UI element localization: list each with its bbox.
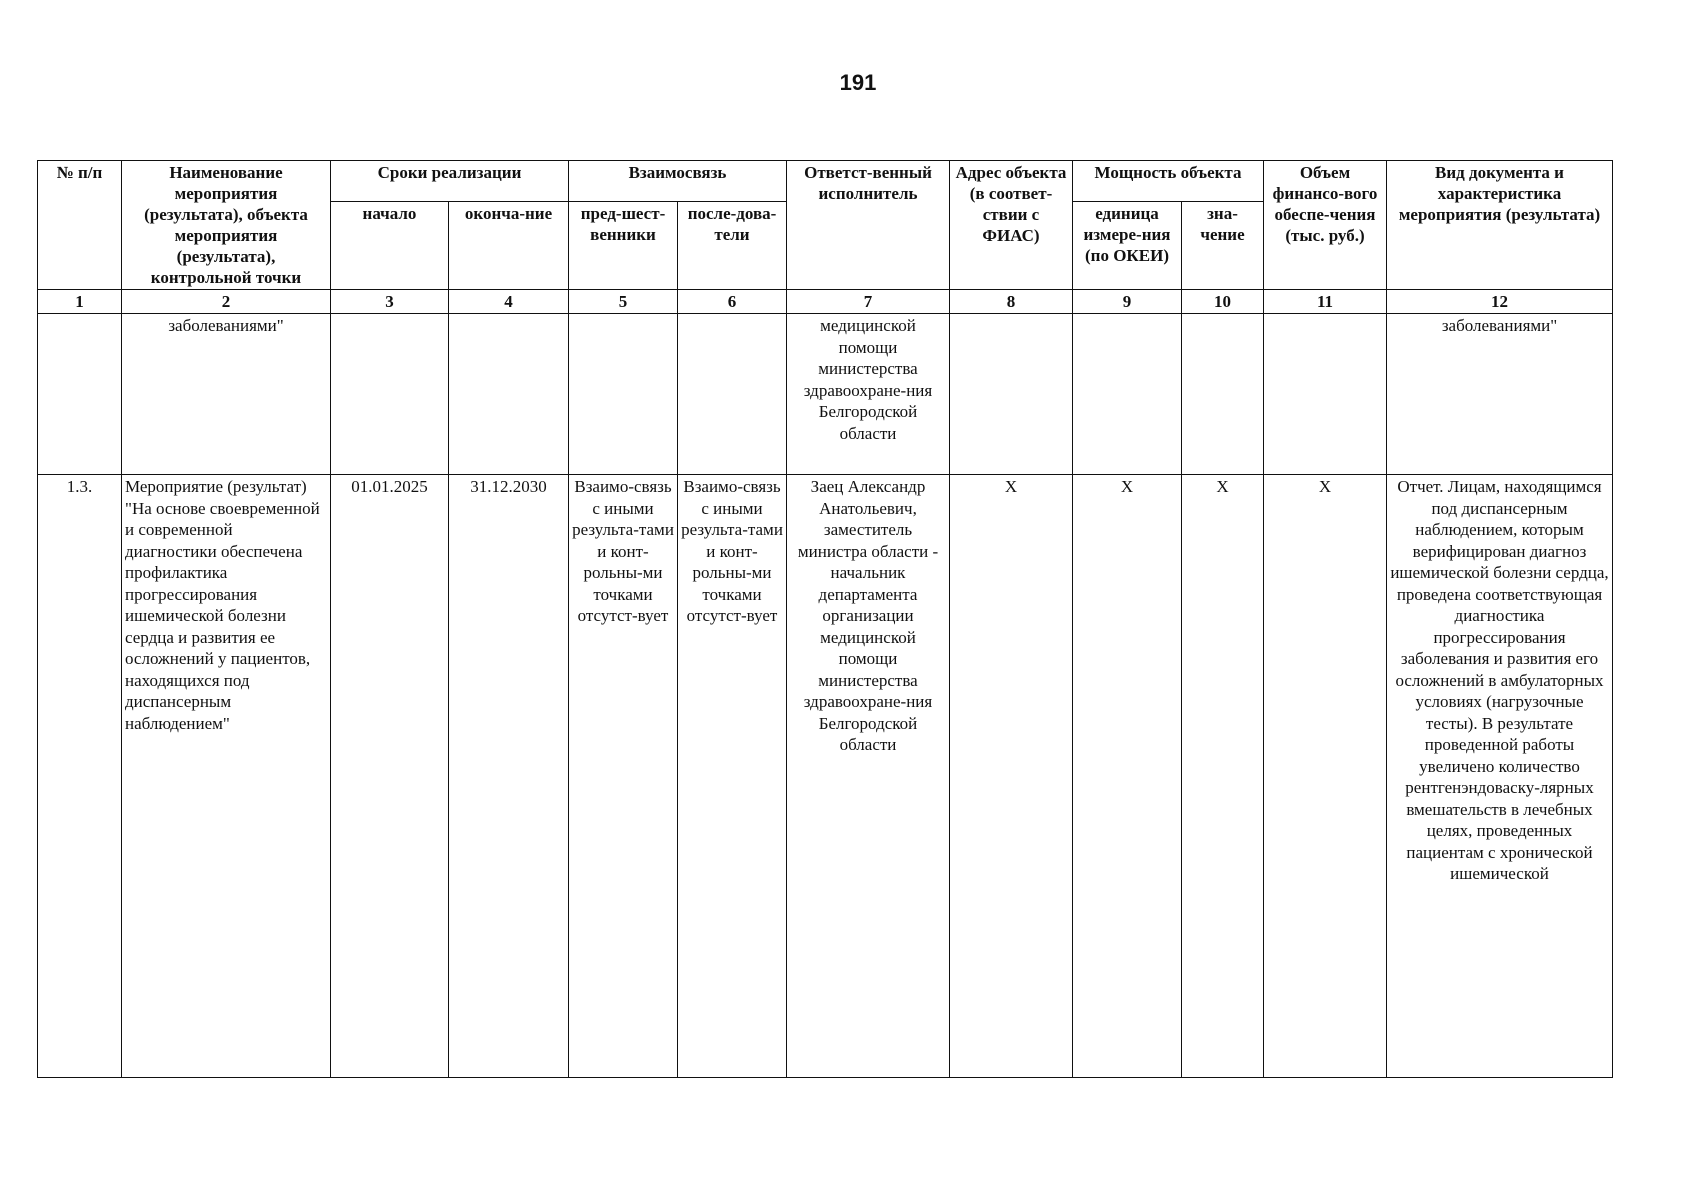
- header-volume: Объем финансо-вого обеспе-чения (тыс. руб.): [1264, 161, 1387, 290]
- column-number: 12: [1387, 290, 1613, 314]
- header-row-top: [38, 161, 1613, 202]
- column-number: 7: [787, 290, 950, 314]
- cell-successors: Взаимо-связь с иными результа-тами и конт-рольны-ми точками отсутст-вует: [678, 475, 787, 1078]
- header-responsible: Ответст-венный исполнитель: [787, 161, 950, 290]
- cell-volume: [1264, 314, 1387, 475]
- cell-address: [950, 314, 1073, 475]
- cell-end: 31.12.2030: [449, 475, 569, 1078]
- column-number: 9: [1073, 290, 1182, 314]
- cell-start: [331, 314, 449, 475]
- cell-document: заболеваниями": [1387, 314, 1613, 475]
- cell-end: [449, 314, 569, 475]
- header-link: Взаимосвязь: [569, 161, 787, 202]
- header-document: Вид документа и характеристика мероприятия (результата): [1387, 161, 1613, 290]
- header-predecessors: пред-шест-венники: [569, 202, 678, 290]
- cell-number: [38, 314, 122, 475]
- column-number: 1: [38, 290, 122, 314]
- column-number: 3: [331, 290, 449, 314]
- activities-table: [37, 160, 1613, 1078]
- header-terms: Сроки реализации: [331, 161, 569, 202]
- cell-responsible: Заец Александр Анатольевич, заместитель министра области - начальник департамента организации медицинской помощи министерства здравоохране-ния Белгородской области: [787, 475, 950, 1078]
- cell-number: 1.3.: [38, 475, 122, 1078]
- cell-address: X: [950, 475, 1073, 1078]
- header-value: зна-чение: [1182, 202, 1264, 290]
- header-unit: единица измере-ния (по ОКЕИ): [1073, 202, 1182, 290]
- cell-unit: X: [1073, 475, 1182, 1078]
- cell-value: X: [1182, 475, 1264, 1078]
- cell-name: заболеваниями": [122, 314, 331, 475]
- column-number: 11: [1264, 290, 1387, 314]
- page-number: 191: [839, 70, 877, 95]
- column-number: 4: [449, 290, 569, 314]
- cell-start: 01.01.2025: [331, 475, 449, 1078]
- column-number-row: [38, 290, 1613, 314]
- header-power: Мощность объекта: [1073, 161, 1264, 202]
- header-number: № п/п: [38, 161, 122, 290]
- column-number: 8: [950, 290, 1073, 314]
- cell-value: [1182, 314, 1264, 475]
- table-row: [38, 475, 1613, 1078]
- column-number: 10: [1182, 290, 1264, 314]
- cell-unit: [1073, 314, 1182, 475]
- cell-predecessors: Взаимо-связь с иными результа-тами и конт-рольны-ми точками отсутст-вует: [569, 475, 678, 1078]
- header-start: начало: [331, 202, 449, 290]
- cell-name: Мероприятие (результат) "На основе своевременной и современной диагностики обеспечена профилактика прогрессирования ишемической болезни сердца и развития ее осложнений у пациентов, находящихся под диспансерным наблюдением": [122, 475, 331, 1078]
- cell-predecessors: [569, 314, 678, 475]
- cell-volume: X: [1264, 475, 1387, 1078]
- cell-document: Отчет. Лицам, находящимся под диспансерным наблюдением, которым верифицирован диагноз ишемической болезни сердца, проведена соответствующая диагностика прогрессирования заболевания и развития его осложнений в амбулаторных условиях (нагрузочные тесты). В результате проведенной работы увеличено количество рентгенэндоваску-лярных вмешательств в лечебных целях, проведенных пациентам с хронической ишемической: [1387, 475, 1613, 1078]
- cell-responsible: медицинской помощи министерства здравоохране-ния Белгородской области: [787, 314, 950, 475]
- column-number: 5: [569, 290, 678, 314]
- header-name: Наименование мероприятия (результата), объекта мероприятия (результата), контрольной точки: [122, 161, 331, 290]
- column-number: 2: [122, 290, 331, 314]
- cell-successors: [678, 314, 787, 475]
- header-end: оконча-ние: [449, 202, 569, 290]
- header-address: Адрес объекта (в соответ-ствии с ФИАС): [950, 161, 1073, 290]
- column-number: 6: [678, 290, 787, 314]
- header-successors: после-дова-тели: [678, 202, 787, 290]
- table-row: [38, 314, 1613, 475]
